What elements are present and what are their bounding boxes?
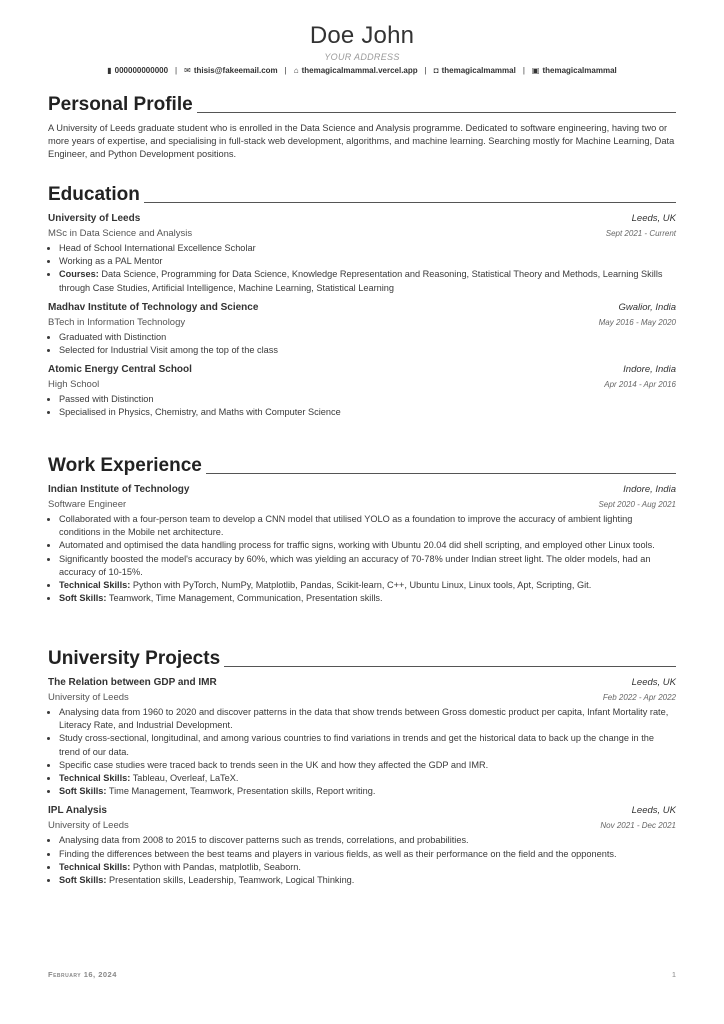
- entry: [48, 301, 676, 357]
- entry-location: Leeds, UK: [631, 677, 676, 688]
- bullet-item: [59, 344, 676, 357]
- bullet-text: Head of School International Excellence Scholar: [59, 243, 256, 253]
- bullet-item: [59, 874, 676, 887]
- section-title: University Projects: [48, 648, 221, 669]
- entry-organization: IPL Analysis: [48, 805, 107, 817]
- linkedin-icon: ▣: [531, 66, 540, 75]
- bullet-text: Teamwork, Time Management, Communication, Presentation skills.: [108, 593, 383, 604]
- entry: [48, 804, 676, 887]
- contact-text: themagicalmammal: [441, 66, 516, 75]
- section-header: [48, 184, 676, 206]
- bullet-item: [59, 539, 676, 552]
- entry-subheader-row: [48, 497, 676, 512]
- contact-text: themagicalmammal.vercel.app: [301, 66, 418, 75]
- education-entries: [48, 212, 676, 420]
- contact-item[interactable]: [107, 66, 168, 75]
- bullet-item: [59, 592, 676, 605]
- bullet-text: Tableau, Overleaf, LaTeX.: [132, 773, 239, 784]
- entry-date: May 2016 - May 2020: [598, 317, 676, 327]
- bullet-text: Significantly boosted the model's accuracy by 60%, which was yielding an accuracy of 70-78% under Indian street light. The older models, had an accuracy of 10-15%.: [59, 553, 651, 577]
- project-entries: [48, 676, 676, 887]
- candidate-address: YOUR ADDRESS: [324, 52, 400, 62]
- section-personal-profile: [48, 94, 676, 161]
- bullet-item: [59, 579, 676, 592]
- entry-date: Nov 2021 - Dec 2021: [600, 821, 676, 831]
- bullet-label: Courses:: [59, 269, 99, 280]
- entry-location: Gwalior, India: [618, 301, 676, 313]
- entry-organization: Madhav Institute of Technology and Science: [48, 301, 259, 313]
- bullet-item: [59, 242, 676, 255]
- entry-subheader-row: [48, 818, 676, 833]
- bullet-item: [59, 848, 676, 861]
- entry-role: MSc in Data Science and Analysis: [48, 228, 193, 239]
- entry: [48, 676, 676, 798]
- footer-date: February 16, 2024: [48, 970, 117, 979]
- bullet-item: [59, 268, 676, 294]
- bullet-label: Technical Skills:: [59, 861, 131, 872]
- section-rule: [206, 473, 676, 474]
- bullet-label: Soft Skills:: [59, 875, 107, 886]
- section-rule: [144, 202, 676, 203]
- section-title: Education: [48, 184, 140, 205]
- entry-location: Leeds, UK: [631, 213, 676, 224]
- entry-role: University of Leeds: [48, 692, 129, 703]
- profile-summary: A University of Leeds graduate student who is enrolled in the Data Science and Analysis programme. Dedicated to software engineering, having two or more years of expertise, and specialising in full-stack web development, algorithms, and machine learning. Searching mostly for Machine Learning, Data Engineer, and Python Development positions.: [48, 123, 675, 159]
- bullet-item: [59, 732, 676, 758]
- entry-header-row: [48, 483, 676, 497]
- bullet-text: Data Science, Programming for Data Science, Knowledge Representation and Reasoning, Statistical Theory and Methods, Learning Skills through Case Studies, Artificial Intelligence, Machine Learning, Statistical Learning: [59, 269, 663, 293]
- bullet-item: [59, 331, 676, 344]
- bullet-list: [48, 513, 676, 605]
- bullet-text: Automated and optimised the data handling process for traffic signs, working with Ubuntu 20.04 did shell scripting, and employed other Linux tools.: [59, 540, 655, 551]
- entry-subheader-row: [48, 315, 676, 330]
- section-rule: [224, 666, 676, 667]
- phone-icon: ▮: [107, 66, 112, 75]
- bullet-item: [59, 553, 676, 579]
- entry-role: BTech in Information Technology: [48, 316, 186, 328]
- contact-separator: |: [284, 66, 287, 75]
- bullet-text: Python with PyTorch, NumPy, Matplotlib, Pandas, Scikit-learn, C++, Ubuntu Linux, Linux tools, Apt, Scripting, Git.: [132, 580, 592, 591]
- bullet-item: [59, 759, 676, 772]
- bullet-text: Specific case studies were traced back to trends seen in the UK and how they affected the GDP and IMR.: [59, 759, 489, 770]
- contact-item[interactable]: [184, 66, 278, 75]
- entry: [48, 483, 676, 605]
- bullet-label: Soft Skills:: [59, 786, 107, 797]
- bullet-list: [48, 242, 676, 295]
- bullet-text: Passed with Distinction: [59, 394, 154, 405]
- entry-date: Apr 2014 - Apr 2016: [604, 380, 676, 390]
- bullet-item: [59, 861, 676, 874]
- contact-bar: [0, 66, 724, 75]
- entry-header-row: [48, 804, 676, 818]
- section-rule: [197, 112, 676, 113]
- contact-text: thisis@fakeemail.com: [193, 66, 278, 75]
- contact-separator: |: [175, 66, 178, 75]
- entry: [48, 212, 676, 295]
- bullet-list: [48, 331, 676, 357]
- bullet-item: [59, 772, 676, 785]
- section-title: Work Experience: [48, 455, 202, 476]
- bullet-text: Specialised in Physics, Chemistry, and Maths with Computer Science: [59, 407, 341, 418]
- bullet-item: [59, 706, 676, 732]
- entry-organization: University of Leeds: [48, 213, 141, 224]
- bullet-item: [59, 255, 676, 268]
- page-number: 1: [671, 970, 676, 979]
- bullet-text: Working as a PAL Mentor: [59, 256, 163, 267]
- bullet-text: Graduated with Distinction: [59, 331, 167, 342]
- entry-date: Sept 2021 - Current: [605, 229, 676, 238]
- bullet-list: [48, 834, 676, 887]
- bullet-list: [48, 393, 676, 419]
- section-header: [48, 94, 676, 116]
- entry-header-row: [48, 301, 676, 315]
- bullet-label: Technical Skills:: [59, 773, 131, 784]
- bullet-text: Presentation skills, Leadership, Teamwork, Logical Thinking.: [109, 875, 355, 886]
- github-icon: ◘: [433, 66, 439, 75]
- bullet-text: Collaborated with a four-person team to develop a CNN model that utilised YOLO as a foundation to improve the accuracy of ambient lighting conditions in the Mobile net architecture.: [59, 514, 633, 538]
- entry-date: Sept 2020 - Aug 2021: [598, 500, 676, 509]
- entry-header-row: [48, 212, 676, 226]
- entry-location: Indore, India: [623, 484, 676, 495]
- contact-item[interactable]: [532, 66, 617, 75]
- contact-text: themagicalmammal: [542, 66, 617, 75]
- entry-location: Leeds, UK: [631, 805, 676, 817]
- contact-item[interactable]: [294, 66, 418, 75]
- bullet-list: [48, 706, 676, 798]
- entry-header-row: [48, 676, 676, 690]
- entry-subheader-row: [48, 377, 676, 392]
- contact-separator: |: [522, 66, 525, 75]
- section-education: [48, 184, 676, 420]
- section-header: [48, 648, 676, 670]
- bullet-text: Time Management, Teamwork, Presentation skills, Report writing.: [108, 786, 376, 797]
- contact-separator: |: [424, 66, 427, 75]
- entry-date: Feb 2022 - Apr 2022: [602, 693, 676, 702]
- bullet-item: [59, 406, 676, 419]
- contact-item[interactable]: [434, 66, 516, 75]
- entry-role: High School: [48, 379, 100, 391]
- contact-text: 000000000000: [114, 66, 169, 75]
- entry-role: Software Engineer: [48, 499, 127, 510]
- bullet-label: Soft Skills:: [59, 593, 107, 604]
- entry-role: University of Leeds: [48, 820, 129, 832]
- entry-location: Indore, India: [623, 364, 676, 376]
- entry-header-row: [48, 363, 676, 377]
- entry-organization: The Relation between GDP and IMR: [48, 677, 217, 688]
- bullet-text: Python with Pandas, matplotlib, Seaborn.: [132, 861, 301, 872]
- entry-organization: Atomic Energy Central School: [48, 364, 192, 376]
- section-title: Personal Profile: [48, 94, 193, 115]
- entry-subheader-row: [48, 226, 676, 241]
- bullet-item: [59, 834, 676, 847]
- bullet-item: [59, 785, 676, 798]
- entry: [48, 363, 676, 419]
- section-university-projects: [48, 648, 676, 887]
- section-header: [48, 455, 676, 477]
- bullet-item: [59, 393, 676, 406]
- home-icon: ⌂: [293, 66, 299, 75]
- candidate-name: Doe John: [309, 22, 415, 49]
- bullet-text: Study cross-sectional, longitudinal, and among various countries to find variations in trends and get the historical data to back up the change in the trend of our data.: [59, 733, 654, 757]
- bullet-label: Technical Skills:: [59, 580, 131, 591]
- mail-icon: ✉: [184, 66, 191, 75]
- bullet-text: Analysing data from 2008 to 2015 to discover patterns such as trends, correlations, and probabilities.: [59, 835, 469, 846]
- bullet-item: [59, 513, 676, 539]
- work-entries: [48, 483, 676, 605]
- bullet-text: Analysing data from 1960 to 2020 and discover patterns in the data that show trends between Gross domestic product per capita, Infant Mortality rate, Literacy Rate, and Industrial Development.: [59, 707, 669, 731]
- entry-organization: Indian Institute of Technology: [48, 484, 190, 495]
- section-work-experience: [48, 455, 676, 605]
- bullet-text: Selected for Industrial Visit among the top of the class: [59, 345, 278, 356]
- bullet-text: Finding the differences between the best teams and players in various fields, as well as their performance on the field and the opponents.: [59, 848, 617, 859]
- entry-subheader-row: [48, 690, 676, 705]
